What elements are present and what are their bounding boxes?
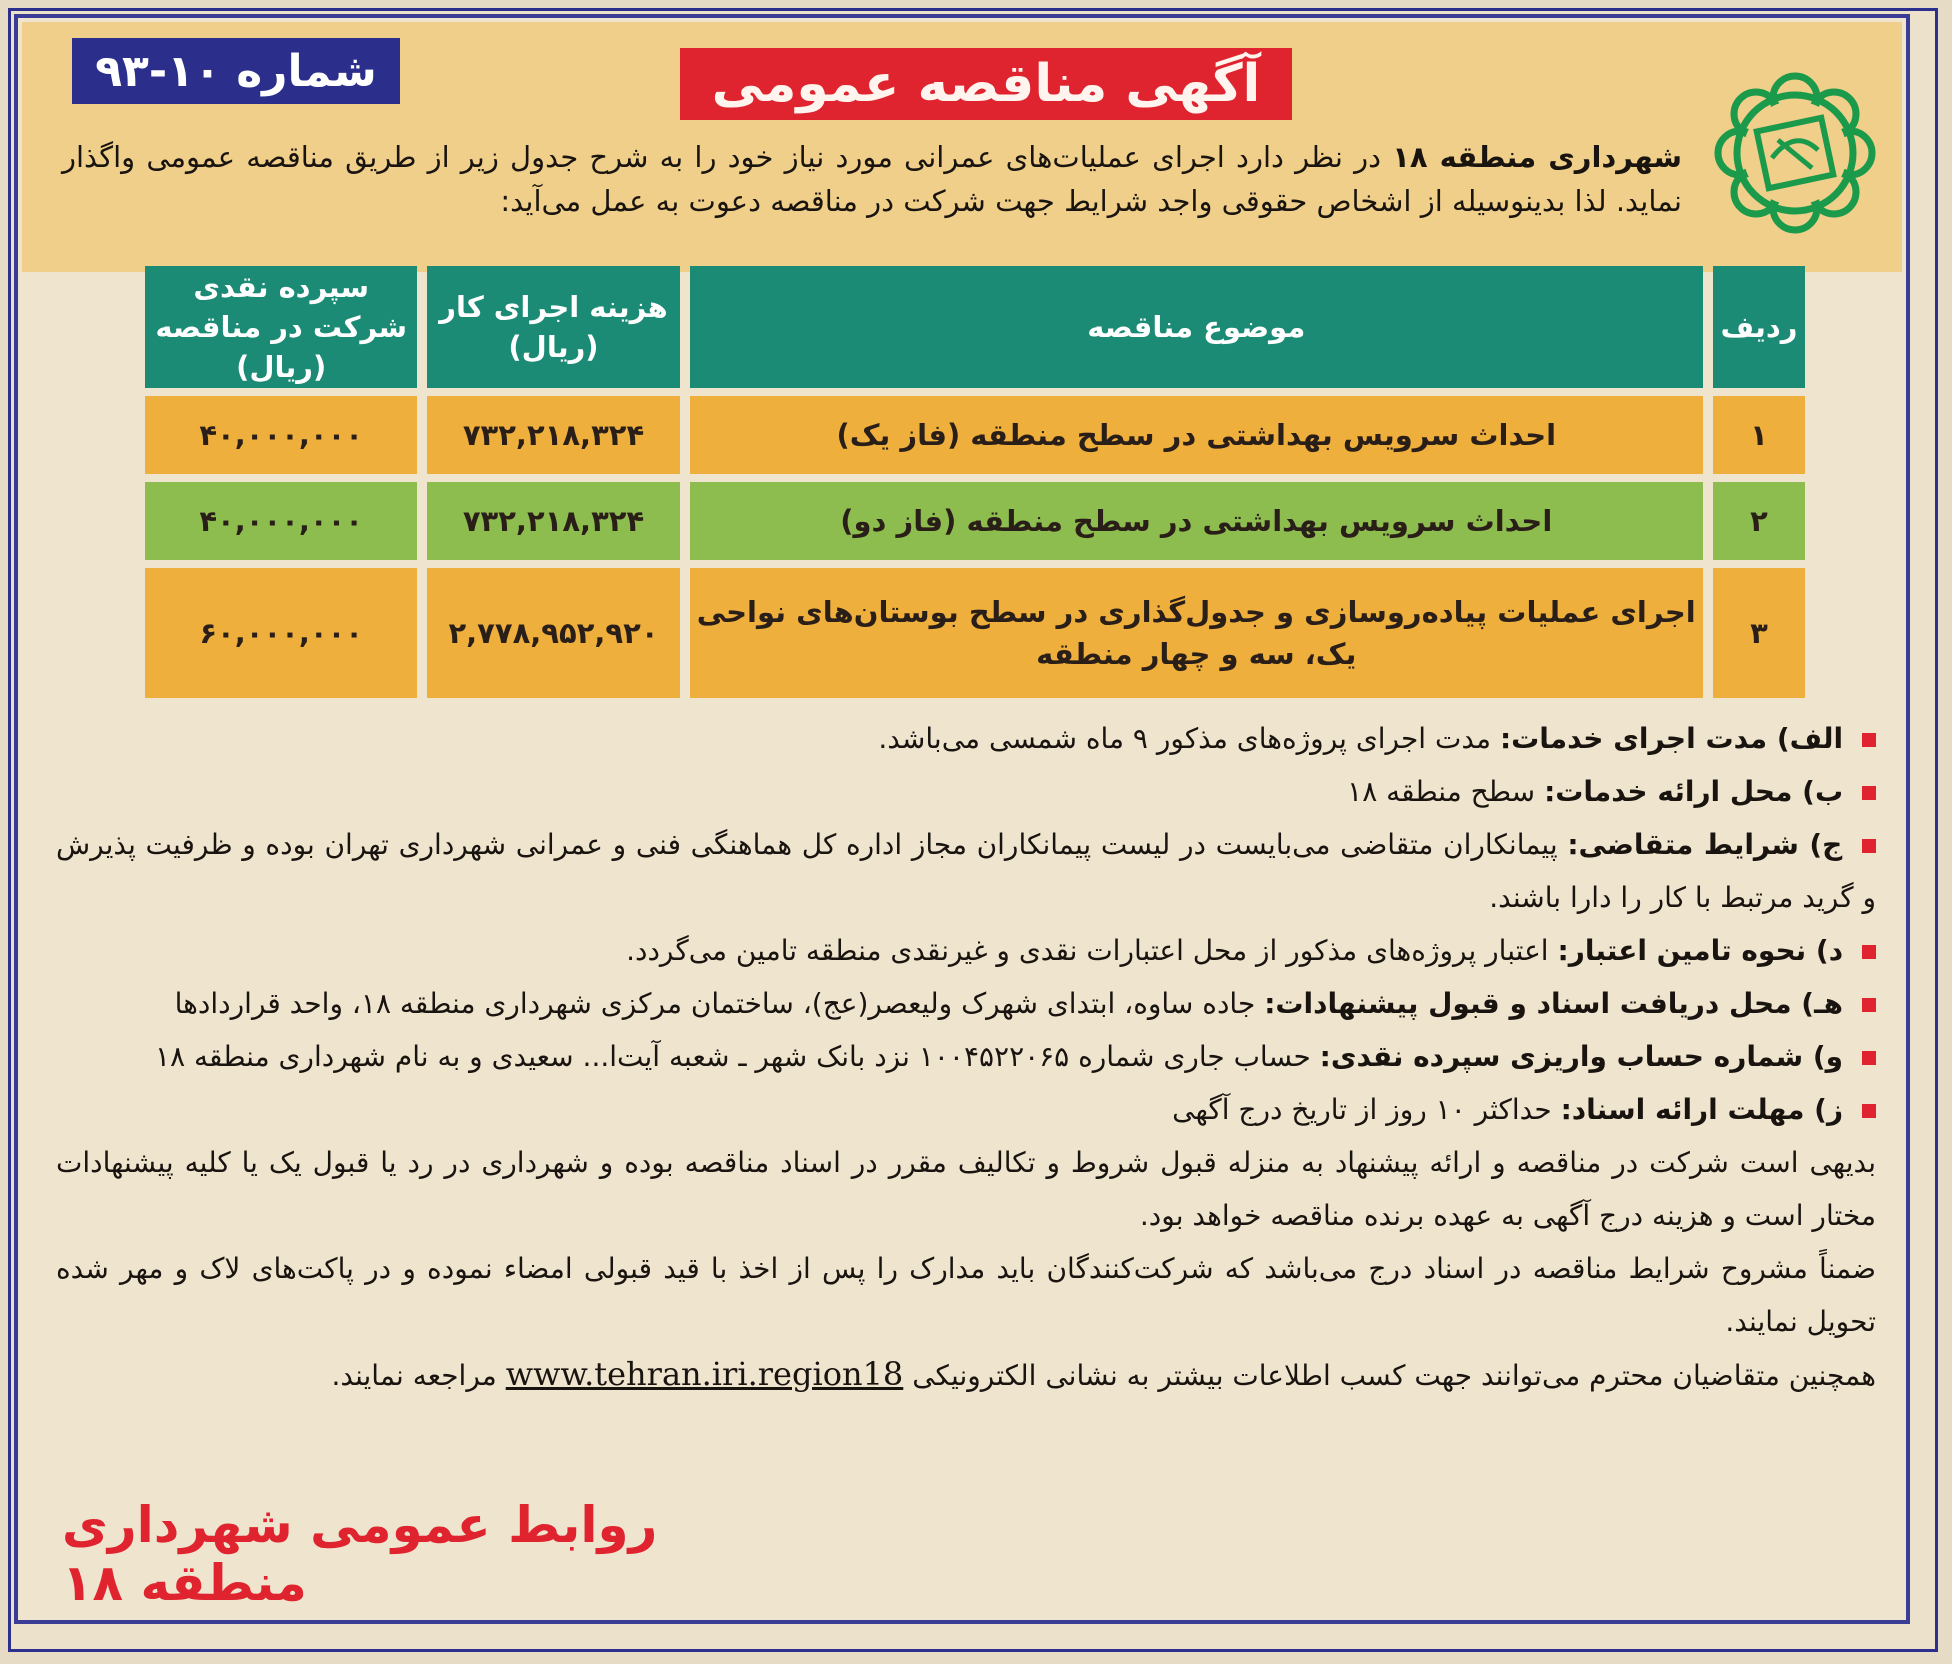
intro-text: در نظر دارد اجرای عملیات‌های عمرانی مورد نیاز خود را به شرح جدول زیر از طریق مناقصه عمومی واگذار نماید. لذا بدینوسیله از اشخاص حقوقی واجد شرایط جهت شرکت در مناقصه دعوت به عمل می‌آید: — [62, 140, 1682, 218]
clause-heading: هـ) محل دریافت اسناد و قبول پیشنهادات: — [1264, 987, 1844, 1020]
intro-paragraph — [62, 135, 1682, 223]
row-number: ۳ — [1713, 568, 1805, 698]
row-number: ۲ — [1713, 482, 1805, 560]
row-deposit: ۶۰,۰۰۰,۰۰۰ — [145, 568, 417, 698]
clause-heading: د) نحوه تامین اعتبار: — [1557, 934, 1844, 967]
bullet-icon — [1862, 839, 1876, 853]
row-cost: ۷۳۲,۲۱۸,۳۲۴ — [427, 482, 679, 560]
table-row — [145, 568, 1805, 698]
bullet-icon — [1862, 1051, 1876, 1065]
note-paragraph: بدیهی است شرکت در مناقصه و ارائه پیشنهاد به منزله قبول شروط و تکالیف مقرر در اسناد مناقصه بوده و شهرداری در رد یا قبول یک یا کلیه پیشنهادات مختار است و هزینه درج آگهی به عهده برنده مناقصه خواهد بود. — [56, 1146, 1876, 1232]
row-subject: احداث سرویس بهداشتی در سطح منطقه (فاز یک) — [690, 396, 1703, 474]
note-paragraph: ضمناً مشروح شرایط مناقصه در اسناد درج می‌باشد که شرکت‌کنندگان باید مدارک را پس از اخذ با قید قبولی امضاء نموده و در پاکت‌های لاک و مهر شده تحویل نمایند. — [56, 1252, 1876, 1338]
bullet-icon — [1862, 998, 1876, 1012]
bullet-icon — [1862, 786, 1876, 800]
tender-conditions — [56, 712, 1876, 1402]
header-cost: هزینه اجرای کار (ریال) — [427, 266, 679, 388]
clause-jim — [56, 818, 1876, 924]
clause-heading: الف) مدت اجرای خدمات: — [1499, 722, 1844, 755]
clause-alef — [56, 712, 1876, 765]
row-number: ۱ — [1713, 396, 1805, 474]
clause-text: حداکثر ۱۰ روز از تاریخ درج آگهی — [1172, 1093, 1552, 1126]
bullet-icon — [1862, 1104, 1876, 1118]
clause-be — [56, 765, 1876, 818]
clause-heading: ب) محل ارائه خدمات: — [1544, 775, 1844, 808]
bullet-icon — [1862, 733, 1876, 747]
clause-heading: ز) مهلت ارائه اسناد: — [1560, 1093, 1844, 1126]
footer-signature: روابط عمومی شهرداری منطقه ۱۸ — [62, 1496, 658, 1612]
row-subject: احداث سرویس بهداشتی در سطح منطقه (فاز دو) — [690, 482, 1703, 560]
clause-heading: ج) شرایط متقاضی: — [1567, 828, 1843, 861]
clause-he — [56, 977, 1876, 1030]
table-row — [145, 396, 1805, 474]
note-paragraph — [56, 1348, 1876, 1402]
row-subject: اجرای عملیات پیاده‌روسازی و جدول‌گذاری در سطح بوستان‌های نواحی یک، سه و چهار منطقه — [690, 568, 1703, 698]
row-cost: ۷۳۲,۲۱۸,۳۲۴ — [427, 396, 679, 474]
clause-text: جاده ساوه، ابتدای شهرک ولیعصر(عج)، ساختمان مرکزی شهرداری منطقه ۱۸، واحد قراردادها — [174, 987, 1256, 1020]
table-header-row — [145, 266, 1805, 388]
clause-text: پیمانکاران متقاضی می‌بایست در لیست پیمانکاران مجاز اداره کل هماهنگی فنی و عمرانی شهرداری تهران بوده و ظرفیت پذیرش و گرید مرتبط با کار را دارا باشند. — [56, 828, 1876, 914]
page-title: آگهی مناقصه عمومی — [680, 48, 1292, 120]
intro-org: شهرداری منطقه ۱۸ — [1392, 140, 1682, 174]
header-subject: موضوع مناقصه — [690, 266, 1703, 388]
clause-text: سطح منطقه ۱۸ — [1347, 775, 1536, 808]
table-row — [145, 482, 1805, 560]
note-text: همچنین متقاضیان محترم می‌توانند جهت کسب اطلاعات بیشتر به نشانی الکترونیکی — [912, 1359, 1876, 1392]
clause-heading: و) شماره حساب واریزی سپرده نقدی: — [1319, 1040, 1844, 1073]
website-link[interactable]: www.tehran.iri.region18 — [505, 1355, 904, 1393]
clause-text: اعتبار پروژه‌های مذکور از محل اعتبارات نقدی و غیرنقدی منطقه تامین می‌گردد. — [626, 934, 1549, 967]
tender-number-badge: شماره ۱۰-۹۳ — [72, 38, 400, 104]
header-row-number: ردیف — [1713, 266, 1805, 388]
clause-text: مدت اجرای پروژه‌های مذکور ۹ ماه شمسی می‌باشد. — [878, 722, 1492, 755]
clause-dal — [56, 924, 1876, 977]
row-deposit: ۴۰,۰۰۰,۰۰۰ — [145, 396, 417, 474]
clause-text: حساب جاری شماره ۱۰۰۴۵۲۲۰۶۵ نزد بانک شهر ـ شعبه آیت‌ا... سعیدی و به نام شهرداری منطقه ۱۸ — [155, 1040, 1311, 1073]
tehran-municipality-logo-icon — [1700, 58, 1890, 248]
bullet-icon — [1862, 945, 1876, 959]
note-text: مراجعه نمایند. — [331, 1359, 497, 1392]
row-cost: ۲,۷۷۸,۹۵۲,۹۲۰ — [427, 568, 679, 698]
clause-ze — [56, 1083, 1876, 1136]
clause-vav — [56, 1030, 1876, 1083]
row-deposit: ۴۰,۰۰۰,۰۰۰ — [145, 482, 417, 560]
tender-table — [135, 258, 1815, 706]
header-deposit: سپرده نقدی شرکت در مناقصه (ریال) — [145, 266, 417, 388]
